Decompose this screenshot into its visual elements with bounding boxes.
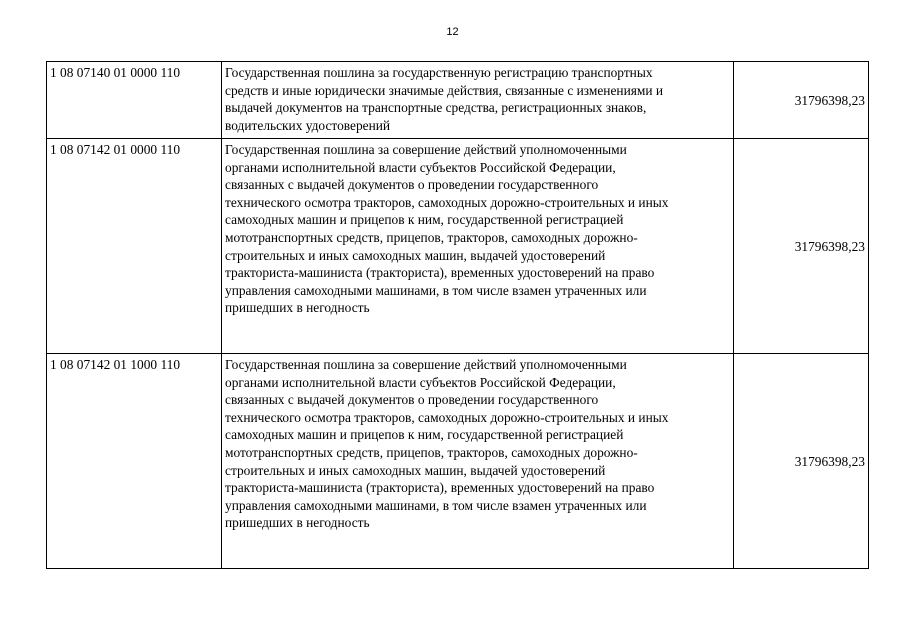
description-line: органами исполнительной власти субъектов Российской Федерации, — [225, 374, 616, 390]
description-line: управления самоходными машинами, в том числе взамен утраченных или — [225, 497, 647, 513]
description-line: органами исполнительной власти субъектов Российской Федерации, — [225, 159, 616, 175]
description-line: тракториста-машиниста (тракториста), временных удостоверений на право — [225, 480, 655, 496]
description-line: Государственная пошлина за совершение действий уполномоченными — [225, 357, 627, 372]
budget-code-cell: 1 08 07142 01 0000 110 — [47, 139, 222, 354]
budget-code-cell: 1 08 07142 01 1000 110 — [47, 354, 222, 569]
description-line: самоходных машин и прицепов к ним, государственной регистрацией — [225, 212, 624, 228]
description-line: Государственная пошлина за совершение действий уполномоченными — [225, 142, 627, 157]
description-cell — [222, 62, 734, 139]
description-line: связанных с выдачей документов о проведении государственного — [225, 392, 599, 408]
description-line: технического осмотра тракторов, самоходных дорожно-строительных и иных — [225, 409, 669, 425]
description-cell — [222, 139, 734, 354]
description-line: средств и иные юридически значимые действия, связанные с изменениями и — [225, 82, 664, 98]
budget-code-cell: 1 08 07140 01 0000 110 — [47, 62, 222, 139]
description-line: тракториста-машиниста (тракториста), временных удостоверений на право — [225, 265, 655, 281]
amount-cell: 31796398,23 — [734, 139, 869, 354]
description-cell — [222, 354, 734, 569]
page-number: 12 — [446, 26, 459, 38]
description-line: связанных с выдачей документов о проведении государственного — [225, 177, 599, 193]
table-row — [47, 354, 869, 569]
description-line: выдачей документов на транспортные средства, регистрационных знаков, — [225, 100, 647, 116]
description-line: водительских удостоверений — [225, 117, 391, 133]
description-line: управления самоходными машинами, в том числе взамен утраченных или — [225, 282, 647, 298]
budget-table — [46, 61, 869, 569]
description-line: пришедших в негодность — [225, 515, 370, 531]
table-row — [47, 62, 869, 139]
description-line: технического осмотра тракторов, самоходных дорожно-строительных и иных — [225, 194, 669, 210]
description-line: мототранспортных средств, прицепов, тракторов, самоходных дорожно- — [225, 229, 638, 245]
description-line: самоходных машин и прицепов к ним, государственной регистрацией — [225, 427, 624, 443]
description-line: строительных и иных самоходных машин, выдачей удостоверений — [225, 247, 606, 263]
amount-cell: 31796398,23 — [734, 62, 869, 139]
description-line: мототранспортных средств, прицепов, тракторов, самоходных дорожно- — [225, 444, 638, 460]
amount-cell: 31796398,23 — [734, 354, 869, 569]
table-row — [47, 139, 869, 354]
description-line: строительных и иных самоходных машин, выдачей удостоверений — [225, 462, 606, 478]
description-line: Государственная пошлина за государственную регистрацию транспортных — [225, 65, 653, 80]
description-line: пришедших в негодность — [225, 300, 370, 316]
